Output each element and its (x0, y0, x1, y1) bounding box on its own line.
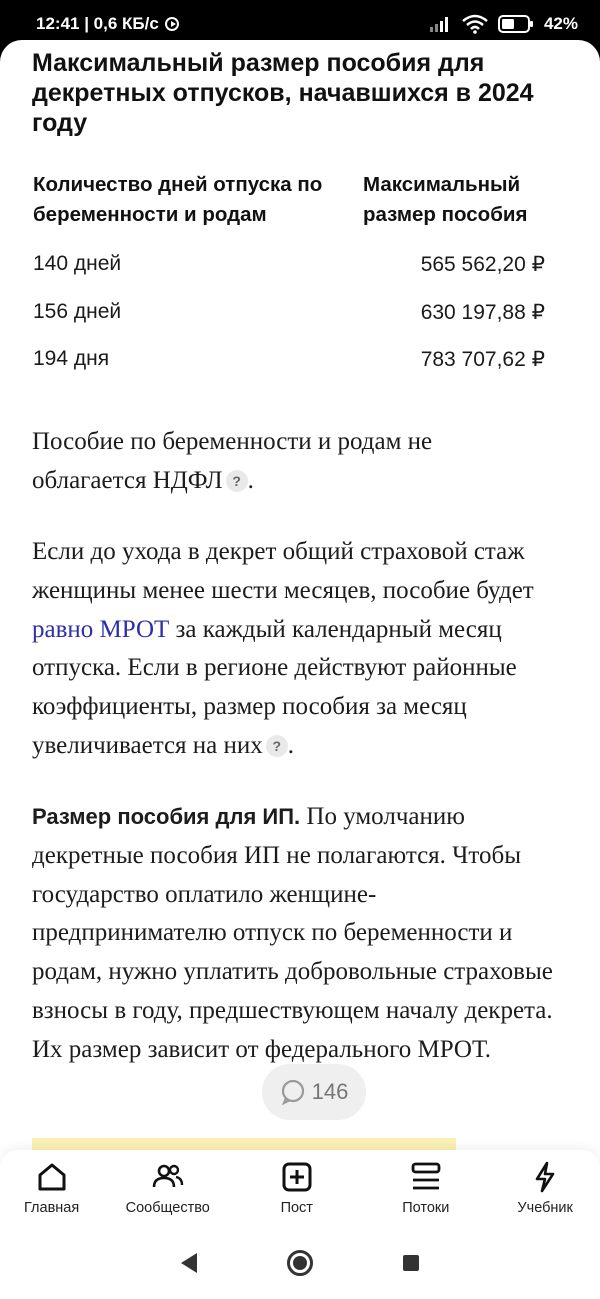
table-cell-days: 156 дней (33, 300, 122, 323)
nav-label: Главная (24, 1200, 80, 1216)
media-play-icon (165, 17, 179, 31)
nav-item-streams[interactable] (361, 1150, 490, 1226)
paragraph-ip-heading: Размер пособия для ИП. (32, 804, 301, 829)
mrot-link[interactable]: равно МРОТ (32, 615, 170, 643)
nav-label: Потоки (402, 1200, 450, 1216)
home-button-icon[interactable] (287, 1250, 313, 1276)
paragraph-mrot-text-after: за каждый календарный месяц отпуска. Если в регионе действуют районные коэффициенты, размер пособия за месяц увеличивается на них (32, 615, 517, 759)
table-row (33, 296, 545, 328)
paragraph-period: . (484, 1035, 491, 1063)
table-row (33, 248, 545, 280)
paragraph-ip (32, 798, 567, 1070)
article-sheet[interactable] (0, 40, 600, 1299)
nav-item-home[interactable] (0, 1150, 103, 1226)
table-cell-days: 194 дня (33, 347, 110, 370)
system-navigation (0, 1226, 600, 1299)
paragraph-mrot (32, 533, 582, 766)
streams-icon (409, 1160, 443, 1194)
nav-label: Учебник (517, 1200, 573, 1216)
signal-icon (430, 16, 452, 32)
community-icon (151, 1160, 185, 1194)
table-cell-amount: 630 197,88 ₽ (420, 300, 545, 324)
status-left (36, 14, 179, 34)
comments-count: 146 (311, 1079, 349, 1104)
paragraph-tax (32, 423, 482, 501)
back-icon[interactable] (181, 1253, 197, 1273)
nav-label: Пост (280, 1200, 313, 1216)
table-header-days: Количество дней отпуска по беременности и родам (33, 173, 323, 226)
table-cell-amount: 565 562,20 ₽ (420, 252, 545, 276)
paragraph-mrot-text-before: Если до ухода в декрет общий страховой стаж женщины менее шести месяцев, пособие будет (32, 538, 534, 604)
bottom-navigation (0, 1150, 600, 1226)
nav-item-textbook[interactable] (490, 1150, 600, 1226)
table-cell-days: 140 дней (33, 252, 122, 275)
section-title: Максимальный размер пособия для декретных отпусков, начавшихся в 2024 году (32, 49, 534, 137)
wifi-icon (462, 14, 488, 34)
comment-icon (280, 1079, 306, 1105)
table-header-amount: Максимальный размер пособия (363, 173, 528, 226)
nav-label: Сообщество (125, 1200, 210, 1216)
paragraph-period: . (287, 731, 295, 759)
status-time-speed: 12:41 | 0,6 КБ/с (36, 14, 159, 33)
paragraph-tax-text: Пособие по беременности и родам не облагается НДФЛ (32, 428, 433, 494)
table-row (33, 343, 545, 375)
comments-button[interactable] (262, 1064, 366, 1120)
help-icon[interactable]: ? (226, 470, 248, 492)
home-icon (35, 1160, 69, 1194)
recent-apps-icon[interactable] (403, 1255, 419, 1271)
paragraph-period: . (247, 466, 254, 494)
nav-item-post[interactable] (232, 1150, 361, 1226)
help-icon[interactable]: ? (266, 735, 288, 757)
battery-icon (498, 15, 534, 33)
table-cell-amount: 783 707,62 ₽ (420, 347, 545, 371)
nav-item-community[interactable] (103, 1150, 232, 1226)
textbook-icon (528, 1160, 562, 1194)
battery-percent: 42% (543, 14, 578, 33)
add-post-icon (280, 1160, 314, 1194)
status-right (430, 14, 578, 34)
paragraph-ip-text: По умолчанию декретные пособия ИП не полагаются. Чтобы государство оплатило женщине-предпринимателю отпуск по беременности и родам, нужно уплатить добровольные страховые взносы в году, предшествующем началу декрета. Их размер зависит от федерального МРОТ (32, 803, 553, 1063)
